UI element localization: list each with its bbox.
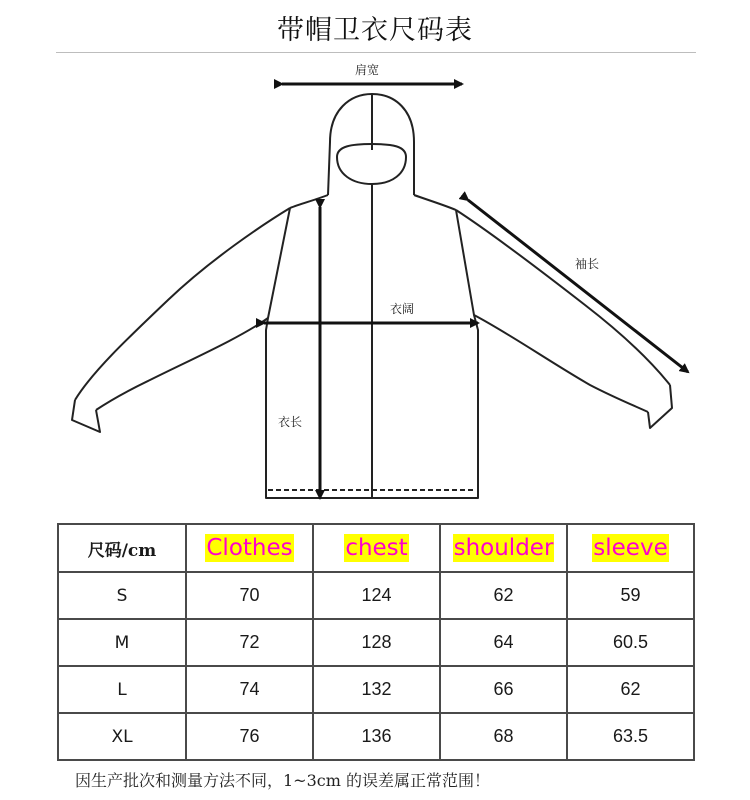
table-row — [58, 713, 694, 760]
table-cell: 128 — [313, 619, 440, 666]
sleeve-arrow — [468, 200, 688, 372]
dimension-arrows — [264, 84, 688, 498]
table-cell: 132 — [313, 666, 440, 713]
table-cell: 76 — [186, 713, 313, 760]
length-label: 衣长 — [278, 415, 303, 429]
header-shoulder — [440, 524, 567, 572]
sleeve-label: 袖长 — [575, 257, 600, 271]
table-cell: 60.5 — [567, 619, 694, 666]
header-label: sleeve — [593, 535, 668, 561]
chest-label: 衣阔 — [390, 302, 415, 316]
table-row — [58, 619, 694, 666]
hoodie-outline-icon — [72, 94, 672, 498]
table-cell: 62 — [567, 666, 694, 713]
table-cell: 74 — [186, 666, 313, 713]
header-chest — [313, 524, 440, 572]
size-cell: S — [58, 572, 186, 619]
size-chart-table — [57, 523, 695, 761]
header-label: Clothes — [206, 535, 293, 561]
table-cell: 72 — [186, 619, 313, 666]
table-cell: 68 — [440, 713, 567, 760]
table-cell: 70 — [186, 572, 313, 619]
table-cell: 66 — [440, 666, 567, 713]
header-size-unit: 尺码/cm — [58, 524, 186, 572]
header-sleeve — [567, 524, 694, 572]
shoulder-label: 肩宽 — [355, 63, 380, 77]
measurement-note: 因生产批次和测量方法不同，1~3cm 的误差属正常范围！ — [75, 771, 490, 790]
header-label: shoulder — [453, 535, 554, 561]
table-cell: 63.5 — [567, 713, 694, 760]
table-row — [58, 666, 694, 713]
table-cell: 124 — [313, 572, 440, 619]
size-cell: L — [58, 666, 186, 713]
size-cell: M — [58, 619, 186, 666]
table-cell: 136 — [313, 713, 440, 760]
size-cell: XL — [58, 713, 186, 760]
page-title: 带帽卫衣尺码表 — [277, 15, 473, 46]
table-cell: 64 — [440, 619, 567, 666]
table-row — [58, 572, 694, 619]
table-cell: 62 — [440, 572, 567, 619]
header-label: chest — [345, 535, 408, 561]
table-cell: 59 — [567, 572, 694, 619]
header-clothes — [186, 524, 313, 572]
table-header-row — [58, 524, 694, 572]
